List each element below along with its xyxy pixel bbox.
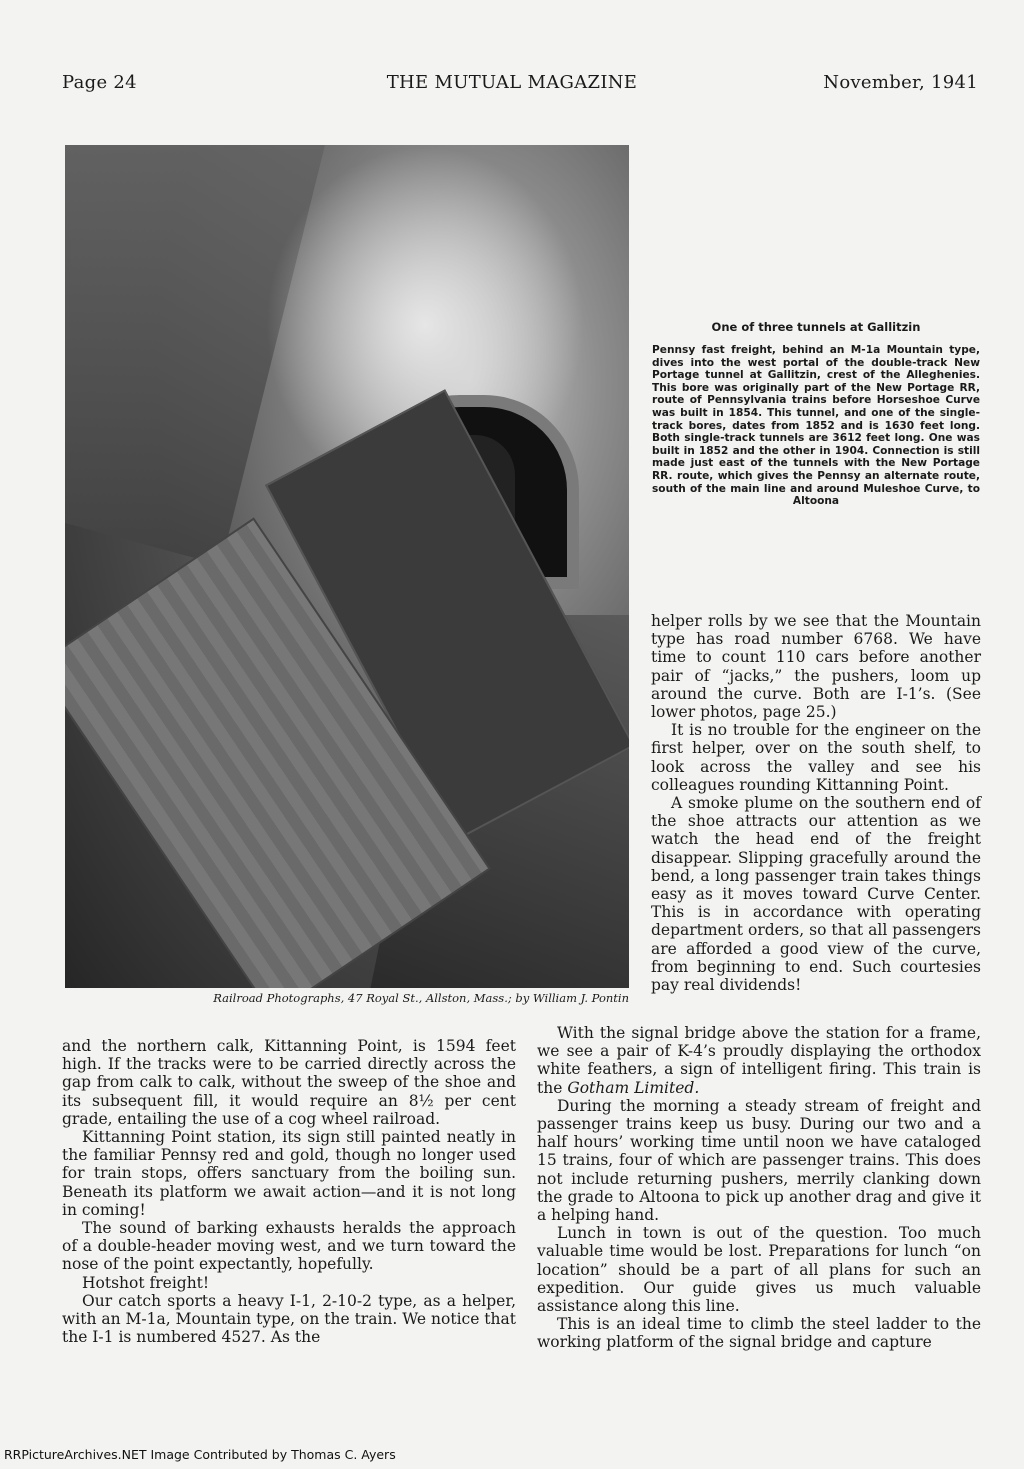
tunnel-photo [65, 145, 629, 988]
paragraph: Lunch in town is out of the question. Too much valuable time would be lost. Preparations for lunch “on location” should be a part of all plans for such an expedition. Our guide gives us much valuable assistance along this line. [537, 1224, 981, 1316]
page-number: Page 24 [62, 72, 137, 93]
paragraph: A smoke plume on the southern end of the shoe attracts our attention as we watch the head end of the freight disappear. Slipping gracefully around the bend, a long passenger train takes things easy as it moves toward Curve Center. This is in accordance with operating department orders, so that all passengers are afforded a good view of the curve, from beginning to end. Such courtesies pay real dividends! [651, 794, 981, 995]
paragraph [537, 1024, 981, 1097]
photo-credit: Railroad Photographs, 47 Royal St., Allston, Mass.; by William J. Pontin [213, 991, 629, 1005]
paragraph: Kittanning Point station, its sign still painted neatly in the familiar Pennsy red and gold, though no longer used for train stops, offers sanctuary from the boiling sun. Beneath its platform we await action—and it is not long in coming! [62, 1128, 516, 1219]
article-column-right-lower [537, 1024, 981, 1352]
paragraph: and the northern calk, Kittanning Point, is 1594 feet high. If the tracks were to be carried directly across the gap from calk to calk, without the sweep of the shoe and its subsequent fill, it would require an 8½ per cent grade, entailing the use of a cog wheel railroad. [62, 1037, 516, 1128]
archive-watermark: RRPictureArchives.NET Image Contributed by Thomas C. Ayers [4, 1447, 396, 1462]
paragraph: helper rolls by we see that the Mountain type has road number 6768. We have time to count 110 cars before another pair of “jacks,” the pushers, loom up around the curve. Both are I-1’s. (See lower photos, page 25.) [651, 612, 981, 722]
paragraph: Our catch sports a heavy I-1, 2-10-2 type, as a helper, with an M-1a, Mountain type, on the train. We notice that the I-1 is numbered 4527. As the [62, 1291, 516, 1347]
paragraph: The sound of barking exhausts heralds the approach of a double-header moving west, and we turn toward the nose of the point expectantly, hopefully. [62, 1219, 516, 1274]
train-name: Gotham Limited. [567, 1078, 700, 1097]
caption-body: Pennsy fast freight, behind an M-1a Mountain type, dives into the west portal of the double-track New Portage tunnel at Gallitzin, crest of the Alleghenies. This bore was originally part of the New Portage RR, route of Pennsylvania trains before Horseshoe Curve was built in 1854. This tunnel, and one of the single-track bores, dates from 1852 and is 1630 feet long. Both single-track tunnels are 3612 feet long. One was built in 1852 and the other in 1904. Connection is still made just east of the tunnels with the New Portage RR. route, which gives the Pennsy an alternate route, south of the main line and around Muleshoe Curve, to Altoona [652, 344, 980, 508]
issue-date: November, 1941 [823, 72, 978, 93]
paragraph: It is no trouble for the engineer on the first helper, over on the south shelf, to look across the valley and see his colleagues rounding Kittanning Point. [651, 721, 981, 794]
article-column-left [62, 1037, 516, 1346]
magazine-title: THE MUTUAL MAGAZINE [386, 72, 638, 93]
paragraph: This is an ideal time to climb the steel ladder to the working platform of the signal bridge and capture [537, 1315, 981, 1352]
article-column-right-upper [651, 612, 981, 994]
page-header [0, 72, 1024, 102]
paragraph-text: With the signal bridge above the station for a frame, we see a pair of K-4’s proudly displaying the orthodox white feathers, a sign of intelligent firing. This train is the [537, 1024, 981, 1097]
photo-caption [652, 320, 980, 508]
paragraph: During the morning a steady stream of freight and passenger trains keep us busy. During our two and a half hours’ working time until noon we have cataloged 15 trains, four of which are passenger trains. This does not include returning pushers, merrily clanking down the grade to Altoona to pick up another drag and give it a helping hand. [537, 1096, 981, 1225]
paragraph: Hotshot freight! [82, 1273, 210, 1292]
caption-title: One of three tunnels at Gallitzin [711, 320, 921, 334]
